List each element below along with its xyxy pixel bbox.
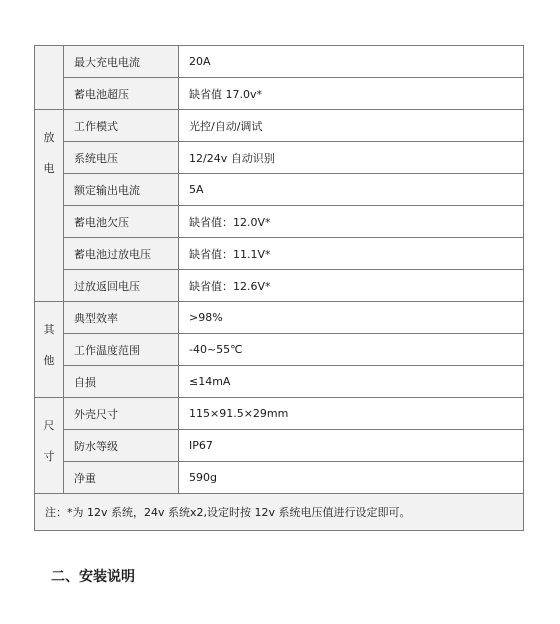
- spec-value: 光控/自动/调试: [179, 110, 524, 142]
- table-row: [35, 334, 524, 366]
- spec-name: 净重: [64, 462, 179, 494]
- group-label-char: 其: [43, 323, 55, 336]
- spec-table: [34, 45, 524, 531]
- spec-value: 590g: [179, 462, 524, 494]
- spec-name: 系统电压: [64, 142, 179, 174]
- spec-name: 蓄电池超压: [64, 78, 179, 110]
- spec-value: 缺省值：12.6V*: [179, 270, 524, 302]
- spec-name: 防水等级: [64, 430, 179, 462]
- spec-name: 工作温度范围: [64, 334, 179, 366]
- spec-name: 典型效率: [64, 302, 179, 334]
- spec-value: 缺省值：11.1V*: [179, 238, 524, 270]
- table-row: [35, 174, 524, 206]
- table-row: [35, 302, 524, 334]
- table-row: [35, 46, 524, 78]
- spec-value: -40~55℃: [179, 334, 524, 366]
- spec-value: 缺省值 17.0v*: [179, 78, 524, 110]
- table-row: [35, 206, 524, 238]
- spec-name: 外壳尺寸: [64, 398, 179, 430]
- spec-name: 蓄电池欠压: [64, 206, 179, 238]
- spec-value: 115×91.5×29mm: [179, 398, 524, 430]
- group-label-char: 放: [43, 131, 55, 144]
- table-row: [35, 270, 524, 302]
- group-label-char: 尺: [43, 419, 55, 432]
- group-cell-size: [35, 398, 64, 494]
- spec-value: 20A: [179, 46, 524, 78]
- spec-name: 最大充电电流: [64, 46, 179, 78]
- spec-value: 12/24v 自动识别: [179, 142, 524, 174]
- group-label-char: 他: [43, 354, 55, 367]
- table-row: [35, 238, 524, 270]
- spec-value: IP67: [179, 430, 524, 462]
- table-note: 注：*为 12v 系统，24v 系统x2,设定时按 12v 系统电压值进行设定即可。: [35, 494, 524, 531]
- spec-value: 缺省值：12.0V*: [179, 206, 524, 238]
- spec-name: 自损: [64, 366, 179, 398]
- spec-value: >98%: [179, 302, 524, 334]
- table-row: [35, 398, 524, 430]
- spec-name: 过放返回电压: [64, 270, 179, 302]
- group-label-char: 电: [43, 162, 55, 175]
- spec-value: ≤14mA: [179, 366, 524, 398]
- spec-name: 额定输出电流: [64, 174, 179, 206]
- group-cell-other: [35, 302, 64, 398]
- spec-value: 5A: [179, 174, 524, 206]
- spec-name: 蓄电池过放电压: [64, 238, 179, 270]
- table-row: [35, 110, 524, 142]
- section-heading: 二、安装说明: [51, 569, 135, 585]
- spec-name: 工作模式: [64, 110, 179, 142]
- group-cell-discharge: [35, 110, 64, 302]
- note-row: [35, 494, 524, 531]
- table-row: [35, 142, 524, 174]
- group-cell-charge: [35, 46, 64, 110]
- group-label-char: 寸: [43, 450, 55, 463]
- table-row: [35, 78, 524, 110]
- table-row: [35, 462, 524, 494]
- table-row: [35, 430, 524, 462]
- table-row: [35, 366, 524, 398]
